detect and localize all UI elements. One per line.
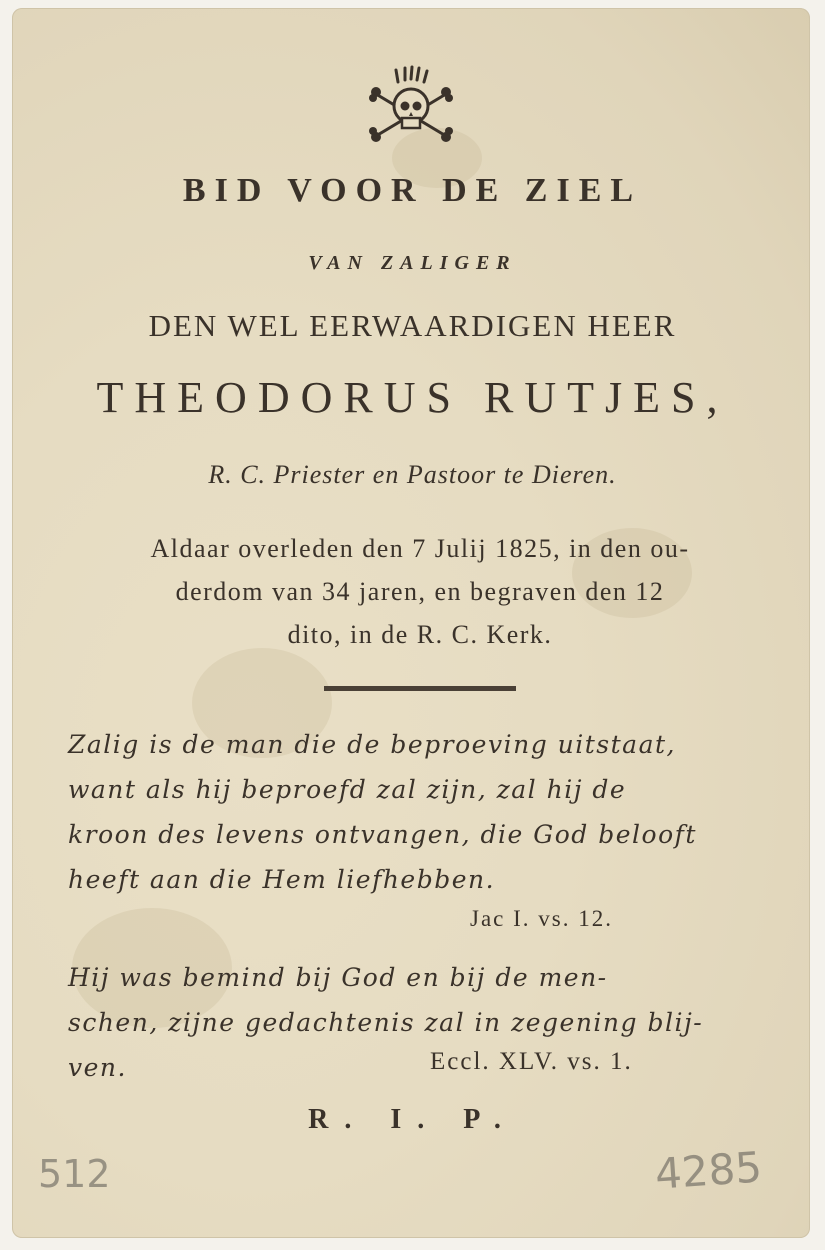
subheading: VAN ZALIGER [308,252,517,274]
quote-line: kroon des levens ontvangen, die God belooft [68,820,697,849]
scripture-quote-1 [68,722,697,902]
pencil-note-right: 4285 [653,1142,764,1199]
skull-crossbones-icon [368,64,454,144]
quote-line: schen, zijne gedachtenis zal in zegening blij- [68,1008,704,1037]
death-notice-line: dito, in de R. C. Kerk. [287,620,553,649]
rip-closing: R. I. P. [308,1104,517,1135]
honorific: DEN WEL EERWAARDIGEN HEER [148,308,677,343]
death-notice-line: derdom van 34 jaren, en begraven den 12 [175,577,665,606]
pencil-note-left: 512 [38,1152,111,1196]
quote-line: ven. [68,1053,127,1082]
death-notice-line: Aldaar overleden den 7 Julij 1825, in den ou- [150,534,690,563]
quote-1-reference: Jac I. vs. 12. [470,906,613,931]
quote-line: Zalig is de man die de beproeving uitstaat, [68,730,676,759]
quote-2-reference: Eccl. XLV. vs. 1. [430,1048,633,1075]
quote-line: Hij was bemind bij God en bij de men- [68,963,608,992]
death-notice [70,527,770,656]
quote-line: heeft aan die Hem liefhebben. [68,865,496,894]
deceased-name: THEODORUS RUTJES, [96,373,729,422]
divider [324,686,516,691]
quote-line: want als hij beproefd zal zijn, zal hij de [68,775,627,804]
prayer-heading: BID VOOR DE ZIEL [182,172,643,209]
deceased-title: R. C. Priester en Pastoor te Dieren. [208,460,617,489]
